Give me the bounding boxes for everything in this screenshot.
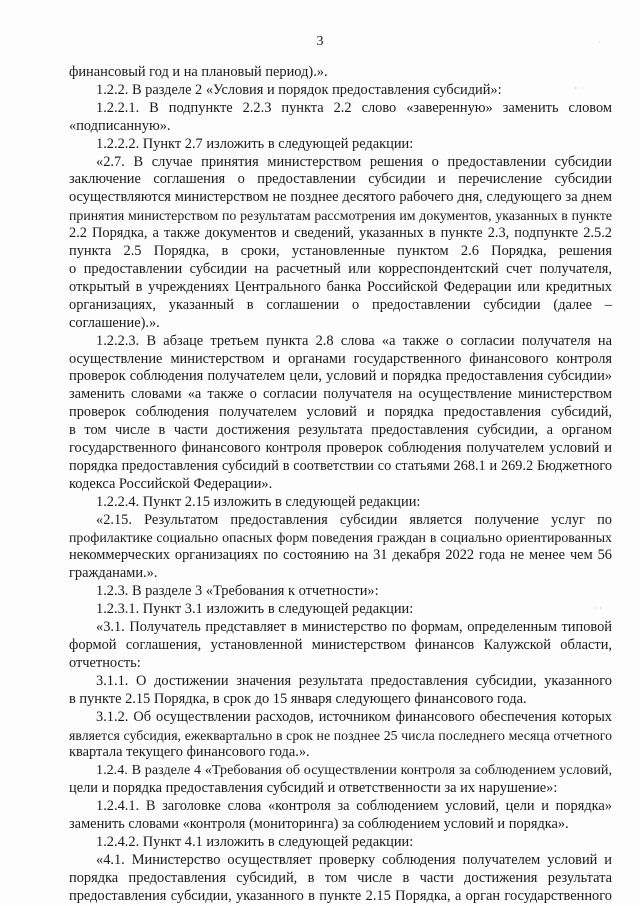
text-line: 1.2.3. В разделе 3 «Требования к отчетности»: — [96, 583, 379, 600]
text-line: в пункте 2.15 Порядка, в срок до 15 января следующего финансового года. — [69, 690, 527, 707]
text-line: гражданами.». — [69, 565, 158, 582]
text-line: профилактике социально опасных форм поведения граждан в социально ориентированных — [69, 530, 612, 546]
text-line: «2.15. Результатом предоставления субсидии является получение услуг по — [96, 511, 612, 528]
text-line: является субсидия, ежеквартально в срок не позднее 25 числа последнего месяца отчетного — [69, 727, 612, 743]
text-line: 3.1.1. О достижении значения результата предоставления субсидии, указанного — [96, 672, 612, 689]
text-line: проверок соблюдения получателем условий и порядка предоставления субсидий, — [69, 404, 612, 421]
text-line: «подписанную». — [69, 117, 171, 134]
text-line: 1.2.4.1. В заголовке слова «контроля за соблюдением условий, цели и порядка» — [96, 798, 612, 815]
text-line: организациях, указанный в соглашении о предоставлении субсидии (далее – — [69, 296, 612, 313]
text-line: 2.2 Порядка, а также документов и сведений, указанных в пункте 2.3, подпункте 2.5.2 — [69, 225, 612, 242]
text-line: принятия министерством по результатам рассмотрения им документов, указанных в пункте — [69, 208, 612, 224]
text-line: кодекса Российской Федерации». — [69, 475, 273, 492]
text-line: заменить словами «контроля (мониторинга) за соблюдением условий и порядка». — [69, 816, 569, 833]
text-line: 3.1.2. Об осуществлении расходов, источником финансового обеспечения которых — [96, 708, 612, 725]
text-line: формой соглашения, установленной министерством финансов Калужской области, — [69, 637, 612, 653]
text-line: 1.2.2.4. Пункт 2.15 изложить в следующей редакции: — [96, 493, 421, 510]
text-line: соглашение).». — [69, 314, 160, 331]
text-line: квартала текущего финансового года.». — [69, 744, 310, 761]
text-line: пункта 2.5 Порядка, в сроки, установленные пунктом 2.6 Порядка, решения — [69, 243, 612, 260]
page-number: 3 — [316, 34, 324, 49]
text-line: отчетность: — [69, 654, 141, 671]
text-line: «3.1. Получатель представляет в министерство по формам, определенным типовой — [96, 619, 612, 636]
scan-artifact: · — [598, 38, 601, 47]
text-line: порядка предоставления субсидий в соответствии со статьями 268.1 и 269.2 Бюджетного — [69, 457, 612, 474]
text-line: 1.2.2.1. В подпункте 2.2.3 пункта 2.2 слово «заверенную» заменить словом — [96, 99, 612, 116]
text-line: заключение соглашения о предоставлении субсидии и перечисление субсидии — [69, 171, 612, 188]
text-line: некоммерческих организациях по состоянию на 31 декабря 2022 года не менее чем 56 — [69, 547, 612, 564]
text-line: «4.1. Министерство осуществляет проверку соблюдения получателем условий и — [96, 851, 612, 868]
scan-artifact: · · — [594, 604, 602, 613]
text-line: осуществляются министерством не позднее десятого рабочего дня, следующего за днем — [69, 189, 612, 206]
text-line: 1.2.2.2. Пункт 2.7 изложить в следующей редакции: — [96, 135, 414, 152]
text-line: открытый в учреждениях Центрального банка Российской Федерации или кредитных — [69, 278, 612, 295]
scan-artifact: ·· · — [574, 84, 585, 93]
text-line: предоставления субсидии, указанного в пункте 2.15 Порядка, а орган государственного — [69, 887, 612, 904]
document-body — [69, 64, 612, 906]
text-line: порядка предоставления субсидий, в том числе в части достижения результата — [69, 869, 612, 886]
text-line: заменить словами «а также о согласии получателя на осуществление министерством — [69, 386, 612, 403]
text-line: проверок соблюдения получателем цели, условий и порядка предоставления субсидии» — [69, 368, 612, 385]
text-line: 1.2.2. В разделе 2 «Условия и порядок предоставления субсидий»: — [96, 81, 502, 98]
text-line: в том числе в части достижения результата предоставления субсидии, а органом — [69, 422, 612, 439]
text-line: финансовый год и на плановый период).». — [69, 64, 328, 80]
text-line: о предоставлении субсидии на расчетный или корреспондентский счет получателя, — [69, 260, 612, 277]
text-line: 1.2.4.2. Пункт 4.1 изложить в следующей редакции: — [96, 833, 414, 850]
text-line: 1.2.4. В разделе 4 «Требования об осуществлении контроля за соблюдением условий, — [96, 762, 612, 779]
text-line: «2.7. В случае принятия министерством решения о предоставлении субсидии — [96, 153, 612, 170]
text-line: осуществление министерством и органами государственного финансового контроля — [69, 350, 612, 367]
text-line: государственного финансового контроля проверок соблюдения получателем условий и — [69, 440, 612, 457]
text-line: цели и порядка предоставления субсидий и ответственности за их нарушение»: — [69, 780, 558, 797]
text-line: 1.2.3.1. Пункт 3.1 изложить в следующей редакции: — [96, 601, 414, 618]
text-line: 1.2.2.3. В абзаце третьем пункта 2.8 слова «а также о согласии получателя на — [96, 332, 612, 349]
